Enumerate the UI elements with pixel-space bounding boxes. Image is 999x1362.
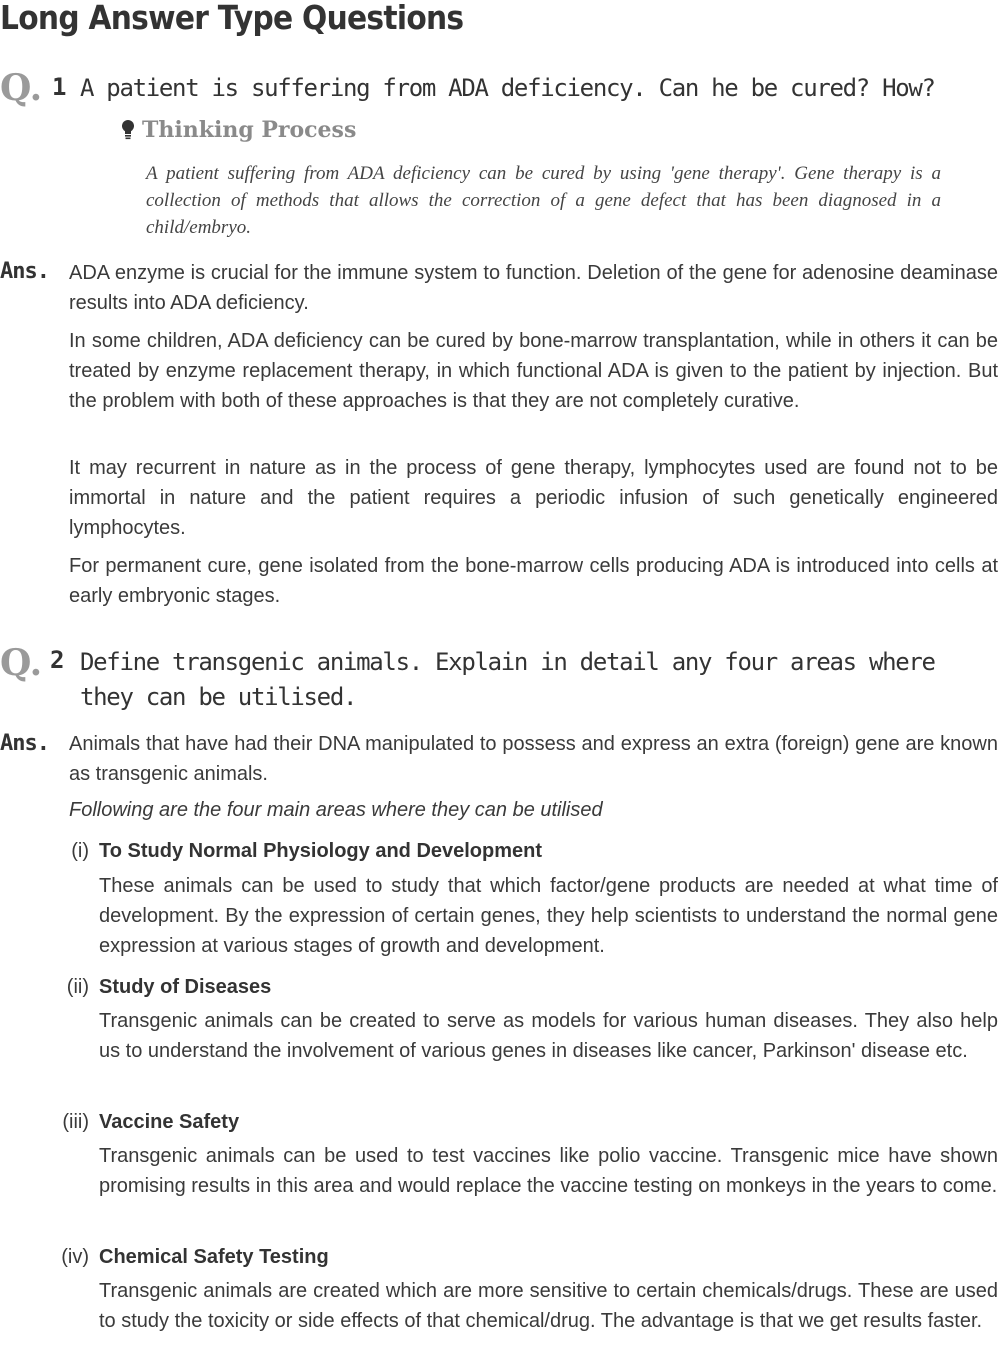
item-4-text: Transgenic animals are created which are more sensitive to certain chemicals/drugs. These are used to study the toxicity or side effects of that chemical/drug. The advantage is that we get results faster. bbox=[99, 1280, 998, 1332]
item-4-title: Chemical Safety Testing bbox=[99, 1246, 329, 1268]
item-2-title: Study of Diseases bbox=[99, 976, 272, 998]
item-3-title: Vaccine Safety bbox=[99, 1111, 240, 1133]
answer-2-intro: Animals that have had their DNA manipulated to possess and express an extra (foreign) gene are known as transgenic animals. bbox=[69, 733, 998, 785]
question-1-number: 1 bbox=[52, 73, 67, 101]
item-3-number: (iii) bbox=[62, 1111, 89, 1133]
question-2-marker: Q. bbox=[0, 642, 43, 684]
answer-1-label: Ans. bbox=[0, 259, 49, 284]
answer-1-paragraph-1: ADA enzyme is crucial for the immune system to function. Deletion of the gene for adenosine deaminase results into ADA deficiency. bbox=[69, 262, 998, 314]
item-1-number: (i) bbox=[71, 840, 89, 862]
item-1-text: These animals can be used to study that which factor/gene products are needed at what time of development. By the expression of certain genes, they help scientists to understand the normal gene expression at various stages of growth and development. bbox=[99, 875, 998, 957]
question-2-text: Define transgenic animals. Explain in detail any four areas where they can be utilised. bbox=[80, 648, 935, 711]
answer-2-lead: Following are the four main areas where they can be utilised bbox=[69, 799, 603, 821]
item-4-number: (iv) bbox=[61, 1246, 89, 1268]
thinking-process-heading bbox=[120, 117, 356, 143]
thinking-process-text: A patient suffering from ADA deficiency can be cured by using 'gene therapy'. Gene therapy is a collection of methods that allows the correction of a gene defect that has been diagnosed in a child/embryo. bbox=[146, 163, 941, 238]
question-1-text: A patient is suffering from ADA deficiency. Can he be cured? How? bbox=[80, 74, 935, 102]
lightbulb-icon bbox=[120, 119, 136, 141]
item-2-text: Transgenic animals can be created to serve as models for various human diseases. They also help us to understand the involvement of various genes in diseases like cancer, Parkinson' disease etc. bbox=[99, 1010, 998, 1062]
question-2-number: 2 bbox=[50, 646, 65, 674]
thinking-process-title: Thinking Process bbox=[142, 117, 357, 143]
answer-1-paragraph-2: In some children, ADA deficiency can be cured by bone-marrow transplantation, while in others it can be treated by enzyme replacement therapy, in which functional ADA is given to the patient by injection. But the problem with both of these approaches is that they are not completely curative. bbox=[69, 330, 998, 412]
question-1-marker: Q. bbox=[0, 67, 43, 109]
section-title: Long Answer Type Questions bbox=[0, 0, 464, 37]
item-2-number: (ii) bbox=[66, 976, 89, 998]
answer-1-paragraph-4: For permanent cure, gene isolated from the bone-marrow cells producing ADA is introduced into cells at early embryonic stages. bbox=[69, 555, 998, 607]
item-3-text: Transgenic animals can be used to test vaccines like polio vaccine. Transgenic mice have shown promising results in this area and would replace the vaccine testing on monkeys in the years to come. bbox=[99, 1145, 998, 1197]
item-1-title: To Study Normal Physiology and Development bbox=[99, 840, 543, 862]
answer-2-label: Ans. bbox=[0, 731, 49, 756]
answer-1-paragraph-3: It may recurrent in nature as in the process of gene therapy, lymphocytes used are found not to be immortal in nature and the patient requires a periodic infusion of such genetically engineered lymphocytes. bbox=[69, 457, 998, 539]
